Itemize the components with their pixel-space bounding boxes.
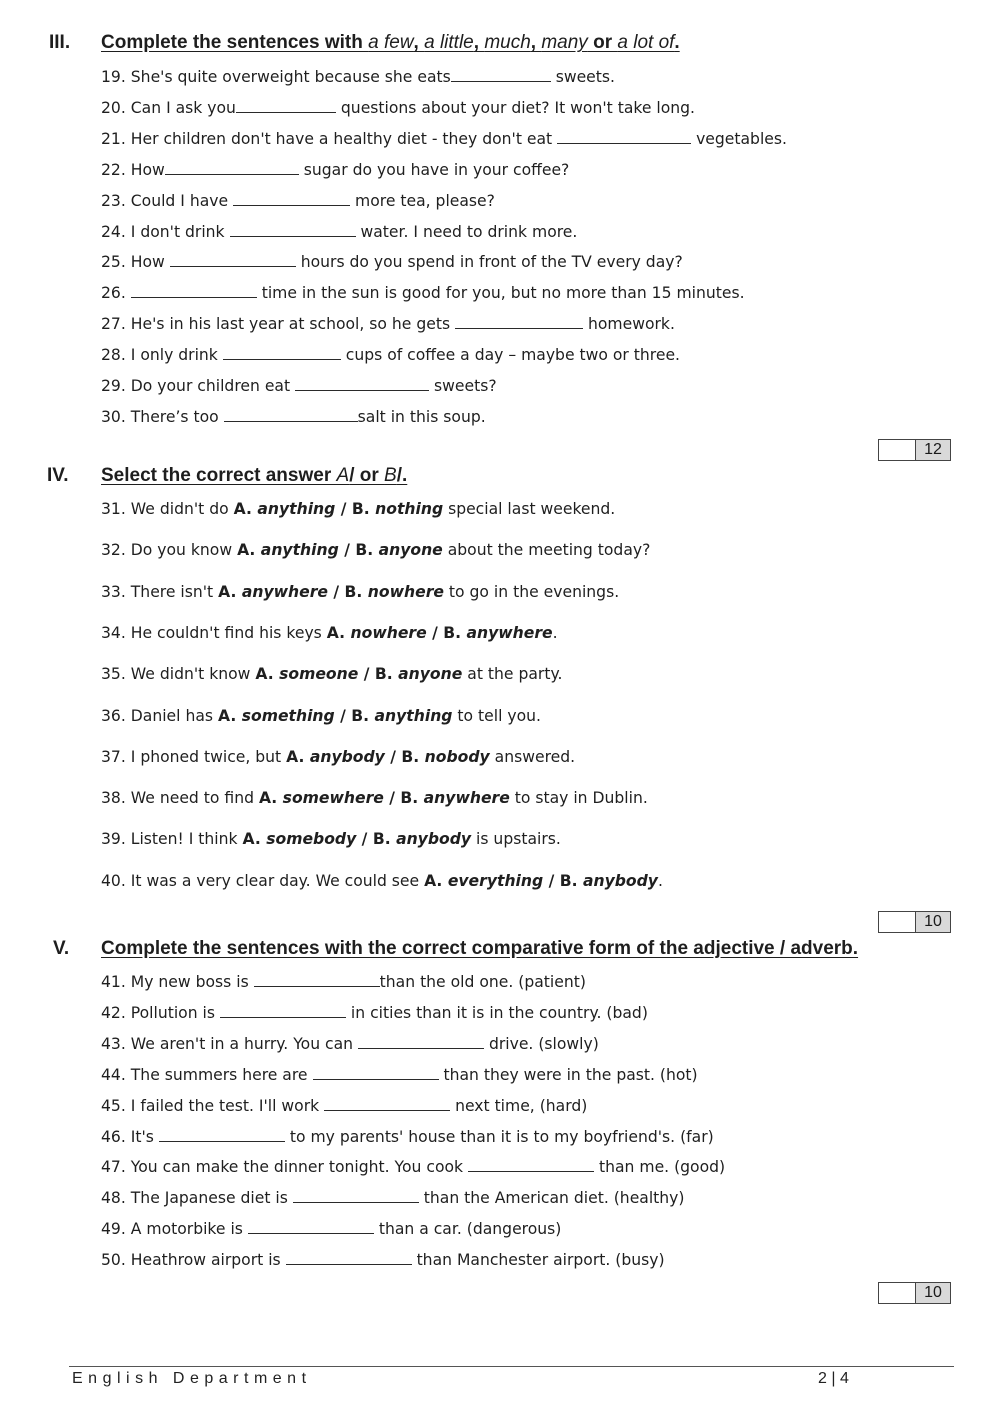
option-a-letter: A. (218, 582, 237, 601)
option-a-letter: A. (217, 706, 237, 725)
section-4-score-box (878, 911, 951, 933)
question-text: There’s too (130, 407, 224, 426)
option-a-word: anybody (309, 747, 385, 766)
question-text: It's (130, 1127, 159, 1146)
option-b-letter: B. (351, 500, 370, 518)
question-text: Do you know (130, 541, 238, 560)
question-number: 41. (101, 973, 126, 991)
question-number: 28. (101, 346, 126, 365)
question-number: 24. (101, 222, 126, 241)
title-fragment: B (384, 465, 397, 486)
question-item (101, 1064, 698, 1086)
answer-blank[interactable] (220, 1003, 346, 1018)
question-text: Can I ask you (130, 98, 236, 117)
question-number: 36. (101, 706, 126, 725)
question-item (101, 539, 650, 561)
answer-blank[interactable] (233, 191, 350, 206)
title-fragment: many (541, 32, 588, 53)
question-text: cups of coffee a day – maybe two or three. (340, 346, 680, 365)
question-item (101, 787, 648, 809)
question-text: . (657, 871, 663, 890)
answer-blank[interactable] (223, 345, 341, 360)
question-item (101, 1033, 599, 1055)
option-b-letter: B. (400, 789, 419, 808)
question-number: 45. (101, 1096, 126, 1115)
question-text: I only drink (130, 346, 223, 365)
question-text: than they were in the past. (hot) (438, 1065, 698, 1084)
question-text: than me. (good) (594, 1158, 726, 1177)
question-text: We didn't know (130, 665, 256, 684)
option-b-letter: B. (351, 706, 370, 725)
question-text: Do your children eat (130, 377, 296, 395)
question-text: is upstairs. (471, 830, 561, 849)
question-text: than Manchester airport. (busy) (411, 1251, 665, 1270)
section-3-title (101, 31, 680, 55)
title-fragment: , (473, 32, 485, 53)
footer-page-number: 2 | 4 (818, 1370, 849, 1387)
option-b-letter: B. (355, 541, 374, 560)
option-a-letter: A. (237, 541, 256, 560)
question-number: 19. (101, 68, 126, 86)
question-text: We aren't in a hurry. You can (130, 1034, 359, 1053)
question-text: The summers here are (130, 1065, 313, 1084)
option-a-letter: A. (286, 747, 305, 766)
option-a-word: anywhere (241, 582, 328, 601)
answer-blank[interactable] (159, 1127, 285, 1142)
option-a-letter: A. (326, 623, 346, 642)
answer-blank[interactable] (230, 222, 356, 237)
question-text: I phoned twice, but (130, 747, 287, 766)
question-number: 39. (101, 830, 126, 849)
title-fragment: / or (349, 465, 385, 486)
question-number: 21. (101, 129, 126, 148)
question-text: sweets. (550, 68, 615, 86)
question-text: hours do you spend in front of the TV every day? (295, 253, 683, 272)
section-3-score-box (878, 439, 951, 461)
question-text: How (130, 253, 170, 272)
title-fragment: or (587, 32, 618, 53)
question-text: She's quite overweight because she eats (130, 68, 451, 86)
option-a-word: nowhere (350, 623, 427, 642)
question-text: to go in the evenings. (443, 582, 620, 601)
question-text: We need to find (130, 789, 259, 808)
option-a-letter: A. (424, 871, 443, 890)
section-4-number: IV. (47, 465, 69, 486)
question-text: homework. (583, 315, 675, 334)
section-4-heading (0, 464, 1000, 494)
question-text: We didn't do (130, 500, 234, 518)
question-number: 50. (101, 1251, 126, 1270)
answer-blank[interactable] (313, 1065, 439, 1080)
question-text: There isn't (130, 582, 219, 601)
question-number: 31. (101, 500, 126, 518)
question-text: time in the sun is good for you, but no more than 15 minutes. (256, 284, 745, 303)
title-fragment: a little (424, 32, 474, 53)
question-item (101, 221, 577, 243)
option-b-letter: B. (344, 582, 363, 601)
option-a-letter: A. (242, 830, 261, 849)
question-item (101, 498, 615, 520)
option-b[interactable] (560, 872, 658, 890)
option-b-letter: B. (559, 871, 578, 890)
option-b-word: anywhere (423, 789, 510, 808)
question-text: at the party. (462, 665, 563, 684)
option-separator: / (327, 582, 345, 601)
option-a-word: somebody (266, 830, 357, 849)
option-separator: / (426, 623, 444, 642)
score-entry-field[interactable] (879, 1283, 916, 1303)
question-item (101, 1218, 561, 1240)
question-item (101, 159, 569, 181)
question-item (101, 663, 562, 685)
answer-blank[interactable] (248, 1219, 374, 1234)
question-text: I don't drink (130, 222, 230, 241)
answer-blank[interactable] (293, 1188, 419, 1203)
question-item (101, 66, 615, 88)
option-a-letter: A. (255, 665, 274, 684)
question-number: 27. (101, 315, 126, 334)
question-text: than the American diet. (healthy) (418, 1189, 685, 1208)
option-a[interactable] (218, 583, 328, 601)
option-a[interactable] (327, 624, 427, 642)
option-b-letter: B. (372, 830, 391, 849)
question-number: 49. (101, 1220, 126, 1239)
option-a-letter: A. (258, 789, 278, 808)
title-fragment: . (674, 32, 680, 53)
option-a[interactable] (237, 541, 339, 559)
option-a[interactable] (255, 665, 358, 683)
option-b-letter: B. (443, 623, 462, 642)
answer-blank[interactable] (224, 407, 358, 422)
question-item (101, 1249, 665, 1271)
section-4-title (101, 464, 407, 488)
option-separator: / (383, 789, 401, 808)
question-text: vegetables. (691, 129, 787, 148)
title-fragment: Select the correct answer (101, 465, 337, 486)
section-3-number: III. (49, 32, 71, 53)
question-text: Her children don't have a healthy diet - they don't eat (130, 129, 558, 148)
answer-blank[interactable] (170, 252, 296, 267)
question-text: He couldn't find his keys (130, 623, 327, 642)
question-item (101, 313, 675, 335)
section-4-max-score: 10 (916, 912, 950, 932)
title-fragment: , (530, 32, 542, 53)
title-fragment: Complete the sentences with the correct comparative form of the adjective / adverb. (101, 938, 859, 959)
question-number: 33. (101, 582, 126, 601)
title-fragment: /. (396, 465, 408, 486)
question-number: 37. (101, 747, 126, 766)
option-a[interactable] (242, 830, 356, 848)
question-number: 30. (101, 407, 126, 426)
question-item (101, 971, 586, 993)
option-b-word: anyone (378, 541, 443, 560)
question-number: 47. (101, 1158, 126, 1177)
question-item (101, 622, 558, 644)
section-3-heading (0, 31, 1000, 61)
question-item (101, 282, 745, 304)
option-b-word: nobody (424, 747, 490, 766)
score-entry-field[interactable] (879, 440, 916, 460)
section-5-title (101, 937, 858, 961)
question-item (101, 97, 695, 119)
option-b-word: anybody (396, 830, 472, 849)
question-item (101, 375, 497, 397)
section-3-max-score: 12 (916, 440, 950, 460)
answer-blank[interactable] (165, 160, 299, 175)
option-b-word: anything (374, 706, 453, 725)
option-a[interactable] (424, 872, 543, 890)
answer-blank[interactable] (286, 1250, 412, 1265)
question-text: next time, (hard) (450, 1096, 588, 1115)
option-a[interactable] (234, 500, 336, 518)
question-text: to tell you. (452, 706, 541, 725)
question-item (101, 746, 575, 768)
question-item (101, 581, 619, 603)
question-item (101, 406, 486, 428)
question-item (101, 344, 680, 366)
answer-blank[interactable] (358, 1034, 484, 1049)
score-entry-field[interactable] (879, 912, 916, 932)
question-number: 20. (101, 98, 126, 117)
question-number: 44. (101, 1065, 126, 1084)
option-a-word: someone (279, 665, 359, 684)
option-b[interactable] (351, 707, 452, 725)
option-b[interactable] (373, 830, 471, 848)
question-text: Listen! I think (130, 830, 243, 849)
option-separator: / (384, 747, 402, 766)
question-number: 32. (101, 541, 126, 560)
title-fragment: A (336, 465, 350, 486)
question-text: special last weekend. (443, 500, 616, 518)
question-number: 48. (101, 1189, 126, 1208)
title-fragment: a few (368, 32, 414, 53)
section-5-heading (0, 937, 1000, 967)
question-text: The Japanese diet is (130, 1189, 293, 1208)
question-text: You can make the dinner tonight. You cook (130, 1158, 469, 1177)
question-text: sweets? (429, 377, 497, 395)
answer-blank[interactable] (131, 283, 257, 298)
question-number: 46. (101, 1127, 126, 1146)
option-a[interactable] (218, 707, 335, 725)
title-fragment: Complete the sentences with (101, 32, 369, 53)
question-text: He's in his last year at school, so he gets (130, 315, 456, 334)
answer-blank[interactable] (451, 67, 551, 82)
question-item (101, 1187, 685, 1209)
question-text: Could I have (130, 191, 234, 210)
option-a[interactable] (286, 748, 385, 766)
question-text: to my parents' house than it is to my boyfriend's. (far) (284, 1127, 714, 1146)
title-fragment: much (484, 32, 531, 53)
question-text: How (130, 160, 165, 179)
question-item (101, 705, 541, 727)
question-text: than the old one. (patient) (379, 973, 586, 991)
option-b-word: anyone (398, 665, 463, 684)
title-fragment: , (413, 32, 425, 53)
question-item (101, 828, 561, 850)
option-b[interactable] (345, 583, 444, 601)
footer-department: English Department (72, 1370, 312, 1387)
option-separator: / (356, 830, 373, 849)
option-separator: / (335, 500, 352, 518)
question-number: 35. (101, 665, 126, 684)
option-a-word: something (241, 706, 335, 725)
option-separator: / (358, 665, 375, 684)
question-number: 25. (101, 253, 126, 272)
question-text: It was a very clear day. We could see (130, 871, 425, 890)
option-a-letter: A. (233, 500, 252, 518)
option-separator: / (543, 871, 560, 890)
question-number: 43. (101, 1034, 126, 1053)
option-a-word: everything (447, 871, 544, 890)
option-a-word: anything (260, 541, 339, 560)
option-b-word: anybody (582, 871, 658, 890)
option-b-word: anywhere (466, 623, 553, 642)
answer-blank[interactable] (468, 1157, 594, 1172)
question-item (101, 1126, 714, 1148)
section-5-score-box (878, 1282, 951, 1304)
question-text: Heathrow airport is (130, 1251, 286, 1270)
question-text: A motorbike is (130, 1220, 248, 1239)
question-number: 23. (101, 191, 126, 210)
answer-blank[interactable] (455, 314, 583, 329)
question-text: to stay in Dublin. (509, 789, 648, 808)
question-item (101, 1002, 648, 1024)
question-text: water. I need to drink more. (355, 222, 578, 241)
option-a-word: anything (257, 500, 336, 518)
question-text: about the meeting today? (442, 541, 651, 560)
option-b[interactable] (375, 665, 462, 683)
option-b-letter: B. (401, 747, 420, 766)
question-item (101, 1156, 725, 1178)
question-number: 38. (101, 789, 126, 808)
option-b[interactable] (443, 624, 552, 642)
question-text: My new boss is (130, 973, 254, 991)
option-a-word: somewhere (282, 789, 384, 808)
answer-blank[interactable] (236, 98, 336, 113)
question-number: 40. (101, 871, 126, 890)
answer-blank[interactable] (254, 972, 380, 987)
question-text: than a car. (dangerous) (373, 1220, 562, 1239)
question-number: 22. (101, 160, 126, 179)
question-item (101, 1095, 587, 1117)
question-number: 26. (101, 284, 126, 303)
question-text: drive. (slowly) (484, 1034, 599, 1053)
option-b[interactable] (355, 541, 442, 559)
question-number: 29. (101, 377, 126, 395)
option-separator: / (338, 541, 356, 560)
question-text: sugar do you have in your coffee? (298, 160, 570, 179)
question-number: 42. (101, 1003, 126, 1022)
option-b-letter: B. (374, 665, 393, 684)
question-text: answered. (489, 747, 576, 766)
question-text: more tea, please? (350, 191, 495, 210)
option-b[interactable] (352, 500, 443, 518)
question-item (101, 251, 683, 273)
question-item (101, 190, 495, 212)
section-5-max-score: 10 (916, 1283, 950, 1303)
answer-blank[interactable] (557, 129, 691, 144)
option-a[interactable] (259, 789, 384, 807)
question-text: I failed the test. I'll work (130, 1096, 325, 1115)
answer-blank[interactable] (295, 376, 429, 391)
question-text: in cities than it is in the country. (bad) (345, 1003, 648, 1022)
section-5-number: V. (53, 938, 70, 959)
option-b[interactable] (400, 789, 509, 807)
option-b-word: nowhere (367, 582, 444, 601)
question-text: salt in this soup. (357, 407, 486, 426)
question-text: questions about your diet? It won't take long. (335, 98, 696, 117)
answer-blank[interactable] (324, 1096, 450, 1111)
option-b-word: nothing (375, 500, 444, 518)
question-text: Daniel has (130, 706, 218, 725)
title-fragment: a lot of (617, 32, 675, 53)
option-b[interactable] (401, 748, 489, 766)
question-number: 34. (101, 623, 126, 642)
question-text: Pollution is (130, 1003, 220, 1022)
question-item (101, 870, 663, 892)
question-item (101, 128, 787, 150)
footer-divider (69, 1366, 954, 1367)
option-separator: / (334, 706, 352, 725)
question-text: . (552, 623, 558, 642)
